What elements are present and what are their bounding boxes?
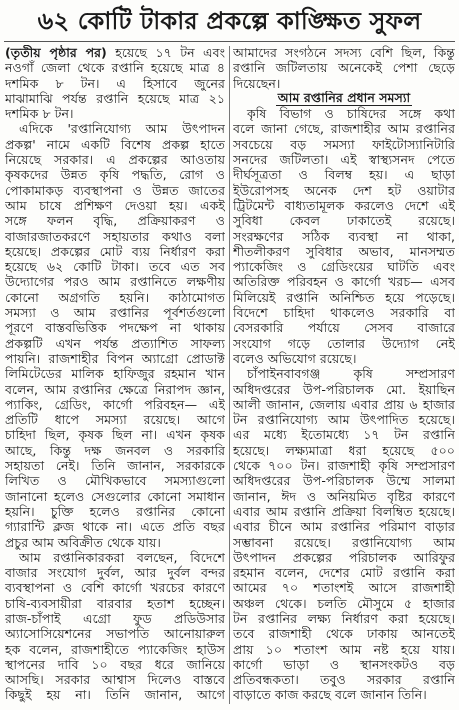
- text-line: বিদেশে চাহিদা থাকলেও সরকারি বা: [233, 305, 455, 321]
- text-line: সঙ্গে ফলন বৃদ্ধি, প্রক্রিয়াকরণ ও: [5, 213, 225, 229]
- column-divider: [229, 46, 230, 704]
- text-line: হয়েছে। প্রকল্পের মোট ব্যয় নির্ধারণ করা: [5, 243, 225, 259]
- text-line: অধিদপ্তরের উপ-পরিচালক মো. ইয়াছিন: [233, 381, 455, 397]
- text-line: এদিকে 'রপ্তানিযোগ্য আম উৎপাদন: [19, 121, 225, 137]
- text-line: অধিদপ্তরের উপ-পরিচালক উম্মে সালমা: [233, 473, 455, 489]
- section-subheading-row: [233, 91, 455, 106]
- text-line: রপ্তানি জটিলতায় অনেকেই পেশা ছেড়ে: [233, 60, 455, 76]
- text-line: জানান, ঈদ ও অনিয়মিত বৃষ্টির কারণে: [233, 488, 455, 504]
- text-line: চাহিদা ছিল, কৃষক ছিল না। এখন কৃষক: [5, 427, 225, 443]
- text-line: অঞ্চল থেকে। চলতি মৌসুমে ৫ হাজার: [233, 595, 455, 611]
- text-line: আম রপ্তানিকারকরা বলছেন, বিদেশে: [19, 549, 225, 565]
- text-line: প্রায় ১০ শতাংশ আম নষ্ট হয়ে যায়।: [233, 641, 455, 657]
- text-line: টন রপ্তানির লক্ষ্য নির্ধারণ করা হয়েছে।: [233, 610, 455, 626]
- text-line: বলে জানা গেছে, রাজশাহীর আম রপ্তানির: [233, 121, 455, 137]
- text-line: দশমিক ৮ টন। এ হিসাবে জুনের: [5, 75, 225, 91]
- text-line: বাজারজাতকরণে সহায়তার কথাও বলা: [5, 228, 225, 244]
- text-line: হক বলেন, রাজশাহীতে প্যাকেজিং হাউস: [5, 641, 225, 657]
- text-line: চাষি-ব্যবসায়ীরা বারবার হতাশ হচ্ছেন।: [5, 595, 225, 611]
- article-column-right: [233, 45, 455, 707]
- text-line: প্যাকিং, গ্রেডিং, কার্গো পরিবহন— এই: [5, 396, 225, 412]
- text-line: আছে, কিন্তু দক্ষ জনবল ও সরকারি: [5, 442, 225, 458]
- text-line: রাজ-চাঁপাই এগ্রো ফুড প্রডিউসার: [5, 610, 225, 626]
- text-line: পোকামাকড় ব্যবস্থাপনা ও উন্নত জাতের: [5, 182, 225, 198]
- text-line: টন রপ্তানিযোগ্য আম উৎপাদিত হয়েছে।: [233, 412, 455, 428]
- text-line-content: হয়েছে ১৭ টন এবং: [115, 45, 225, 60]
- text-line: সবচেয়ে বড় সমস্যা ফাইটোস্যানিটারি: [233, 136, 455, 152]
- text-line: [5, 45, 225, 60]
- text-line: এবার আম রপ্তানি প্রক্রিয়া বিলম্বিত হয়েছে।: [233, 503, 455, 519]
- text-line: নওগাঁ জেলা থেকে রপ্তানি হয়েছে মাত্র ৪: [5, 60, 225, 76]
- section-subheading: আম রপ্তানির প্রধান সমস্যা: [277, 90, 411, 105]
- text-line: থেকে ৭০০ টন। রাজশাহী কৃষি সম্প্রসারণ: [233, 458, 455, 474]
- text-line: কার্গো ভাড়া ও স্থানসংকটও বড়: [233, 656, 455, 672]
- text-line: হয়েছে। লক্ষ্যমাত্রা ধরা হয়েছে ৫০০: [233, 442, 455, 458]
- text-line: সনদের জটিলতা। এই স্বাস্থ্যসনদ পেতে: [233, 152, 455, 168]
- text-line: দশমিক ৮ টন।: [5, 106, 74, 122]
- text-line: রহমান বলেন, দেশের মোট রপ্তানি করা: [233, 565, 455, 581]
- text-line: গ্যারান্টি ক্লজ থাকে না। এতে প্রতি বছর: [5, 519, 225, 535]
- text-line: মাঝামাঝি পর্যন্ত রপ্তানি হয়েছে মাত্র ২১: [5, 90, 225, 106]
- text-line: প্রচুর আম অবিক্রীত থেকে যায়।: [5, 534, 161, 550]
- text-line: অ্যাসোসিয়েশনের সভাপতি আনোয়ারুল: [5, 626, 225, 642]
- text-line: বলেও অভিযোগ রয়েছে।: [233, 350, 357, 366]
- text-line: নিয়েছে সরকার। এ প্রকল্পের আওতায়: [5, 152, 225, 168]
- text-line: তবে রাজশাহী থেকে ঢাকায় আনতেই: [233, 626, 455, 642]
- text-line: কোনো অগ্রগতি হয়নি। কাঠামোগত: [5, 289, 225, 305]
- text-line: প্রতিবন্ধকতা। তবুও সরকার রপ্তানি: [233, 672, 455, 688]
- text-line: ট্রিটমেন্ট বাধ্যতামূলক করলেও দেশে এই: [233, 197, 455, 213]
- text-line: চাঁপাইনবাবগঞ্জ কৃষি সম্প্রসারণ: [247, 366, 455, 382]
- headline: ৬২ কোটি টাকার প্রকল্পে কাঙ্ক্ষিত সুফল: [37, 7, 422, 35]
- text-line: সুবিধা কেবল ঢাকাতেই রয়েছে।: [233, 213, 455, 229]
- text-line: এবার চীনে আম রপ্তানির পরিমাণ বাড়ার: [233, 519, 455, 535]
- text-line: দিয়েছেন।: [233, 75, 281, 91]
- text-line: কৃষকদের উন্নত কৃষি পদ্ধতি, রোগ ও: [5, 167, 225, 183]
- text-line: সংযোগ গড়ে তোলার উদ্যোগ নেই: [233, 335, 455, 351]
- text-line: দীর্ঘসূত্রতা ও বিলম্ব হয়। এ ছাড়া: [233, 167, 455, 183]
- text-line: লিখিত ও মৌখিকভাবে সমস্যাগুলো: [5, 473, 225, 489]
- text-line: ব্যবস্থাপনা ও বেশি কার্গো খরচের কারণে: [5, 580, 225, 596]
- text-line: বলেন, আম রপ্তানির ক্ষেত্রে নিরাপদ জ্ঞান,: [5, 381, 225, 397]
- text-line: পূরণে বাস্তবভিত্তিক পদক্ষেপ না থাকায়: [5, 320, 225, 336]
- text-line: বাজার সংযোগ দুর্বল, আর দুর্বল বন্দর: [5, 565, 225, 581]
- text-line: হয়নি। চুক্তি হলেও রপ্তানির কোনো: [5, 503, 225, 519]
- text-line: স্থাপনের দাবি ১০ বছর ধরে জানিয়ে: [5, 656, 225, 672]
- continuation-note: (তৃতীয় পৃষ্ঠার পর): [5, 45, 107, 60]
- text-line: প্রতিটি ধাপে সমস্যা রয়েছে। আগে: [5, 412, 225, 428]
- text-line: আম চাষে প্রশিক্ষণ দেওয়া হয়। একই: [5, 197, 225, 213]
- text-line: হয়েছে ৬২ কোটি টাকা। তবে এত সব: [5, 259, 225, 275]
- text-line: ইউরোপসহ অনেক দেশ হট ওয়াটার: [233, 182, 455, 198]
- text-line: এর মধ্যে ইতোমধ্যে ১৭ টন রপ্তানি: [233, 427, 455, 443]
- text-line: সহায়তা নেই। তিনি জানান, সরকারকে: [5, 458, 225, 474]
- headline-rule: [4, 41, 455, 42]
- text-line: বাড়াতে কাজ করছে বলে জানান তিনি।: [233, 687, 427, 703]
- text-line: পায়নি। রাজশাহীর বিপন অ্যাগ্রো প্রোডাক্ট: [5, 350, 225, 366]
- text-line: লিমিটেডের মালিক হাফিজুর রহমান খান: [5, 366, 225, 382]
- text-line: সমস্যা ও আম রপ্তানির পূর্বশর্তগুলো: [5, 305, 225, 321]
- text-line: আলী জানান, জেলায় এবার প্রায় ৬ হাজার: [233, 396, 455, 412]
- text-line: শীতলীকরণ সুবিধার অভাব, মানসম্মত: [233, 243, 455, 259]
- text-line: প্যাকেজিং ও গ্রেডিংয়ের ঘাটতি এবং: [233, 259, 455, 275]
- text-line: আমাদের সংগঠনে সদস্য বেশি ছিল, কিন্তু: [233, 45, 455, 60]
- text-line: উৎপাদন প্রকল্পের পরিচালক আরিফুর: [233, 549, 455, 565]
- text-line: জানানো হলেও সেগুলোর কোনো সমাধান: [5, 488, 225, 504]
- text-line: উদ্যোগের পরও আম রপ্তানিতে লক্ষণীয়: [5, 274, 225, 290]
- text-line: মিলিয়েই রপ্তানি অনিশ্চিত হয়ে পড়েছে।: [233, 289, 455, 305]
- text-line: সম্ভাবনা রয়েছে। রপ্তানিযোগ্য আম: [233, 534, 455, 550]
- text-line: অতিরিক্ত পরিবহন ও কার্গো খরচ— এসব: [233, 274, 455, 290]
- article-column-left: [5, 45, 225, 707]
- text-line: কিছুই হয় না। তিনি জানান, আগে: [5, 687, 225, 703]
- text-line: প্রকল্প' নামে একটি বিশেষ প্রকল্প হাতে: [5, 136, 225, 152]
- text-line: বেসরকারি পর্যায়ে সেসব বাজারে: [233, 320, 455, 336]
- text-line: প্রকল্পটি এখন পর্যন্ত প্রত্যাশিত সাফল্য: [5, 335, 225, 351]
- text-line: আসছি। সরকার আশ্বাস দিলেও বাস্তবে: [5, 672, 225, 688]
- text-line: কৃষি বিভাগ ও চাষিদের সঙ্গে কথা: [247, 106, 455, 122]
- text-line: সংরক্ষণের সঠিক ব্যবস্থা না থাকা,: [233, 228, 455, 244]
- text-line: আমের ৭০ শতাংশই আসে রাজশাহী: [233, 580, 455, 596]
